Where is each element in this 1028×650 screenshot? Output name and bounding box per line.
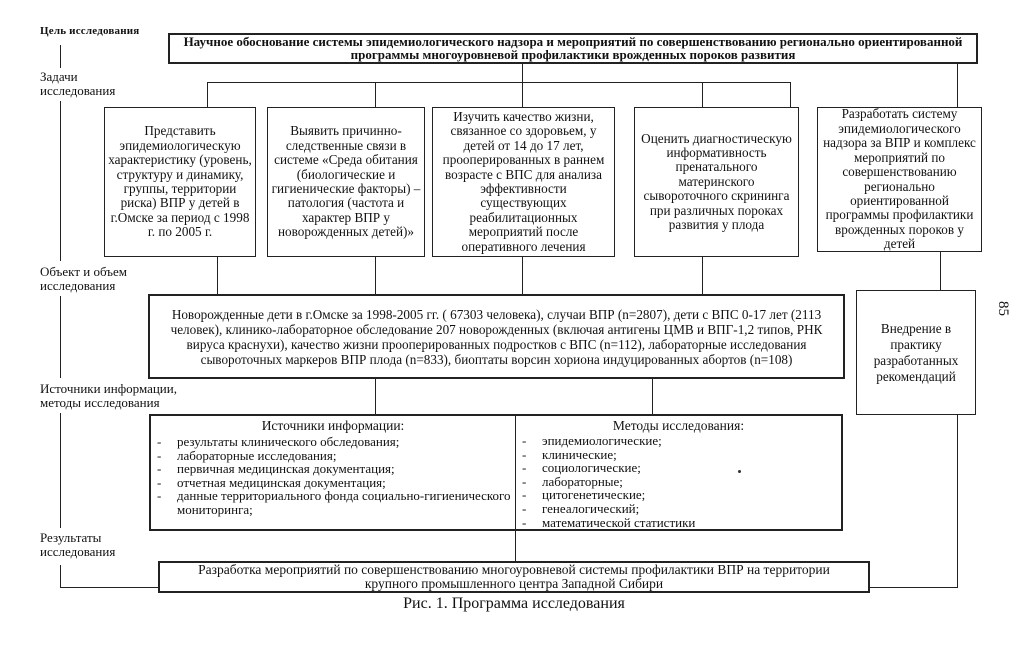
connector-line bbox=[375, 257, 376, 295]
connector-line bbox=[515, 531, 516, 561]
sources-list bbox=[155, 435, 511, 517]
sources-item: - первичная медицинская документация; bbox=[155, 462, 511, 476]
task-text-2: Выявить причинно-следственные связи в системе «Среда обитания (биологические и гигиенические факторы) – патология (частота и характер ВПР у новорожденных детей)» bbox=[271, 123, 421, 240]
methods-item: - лабораторные; bbox=[520, 475, 837, 489]
goal-label: Цель исследования bbox=[40, 25, 140, 37]
connector-line bbox=[940, 252, 941, 290]
methods-item: - эпидемиологические; bbox=[520, 434, 837, 448]
connector-line bbox=[217, 257, 218, 295]
connector-line bbox=[522, 257, 523, 295]
methods-item: - клинические; bbox=[520, 448, 837, 462]
task-box-3 bbox=[432, 107, 615, 257]
connector-line bbox=[375, 82, 376, 107]
methods-list bbox=[520, 434, 837, 529]
task-text-1: Представить эпидемиологическую характеристику (уровень, структуру и динамику, группы, территории риска) ВПР у детей в г.Омске за период с 1998 г. по 2005 г. bbox=[108, 123, 252, 240]
implementation-box bbox=[856, 290, 976, 415]
connector-line bbox=[60, 565, 61, 587]
connector-line bbox=[60, 413, 61, 528]
sources-panel bbox=[151, 416, 516, 529]
object-text: Новорожденные дети в г.Омске за 1998-2005 гг. ( 67303 человека), случаи ВПР (n=2807), дети с ВПС 0-17 лет (2113 человек), клинико-лабораторное обследование 207 новорожденных (включая антигены ЦМВ и ВПГ-1,2 типов, РНК вируса краснухи), качество жизни прооперированных подростков с ВПС (n=112), лабораторные исследования сывороточных маркеров ВПР плода (n=833), биоптаты ворсин хориона индуцированных абортов (n=108) bbox=[170, 306, 823, 367]
connector-line bbox=[652, 378, 653, 415]
connector-line bbox=[957, 415, 958, 587]
connector-line bbox=[870, 587, 958, 588]
task-box-1 bbox=[104, 107, 256, 257]
connector-line bbox=[207, 82, 208, 107]
methods-panel bbox=[516, 416, 841, 529]
methods-title: Методы исследования: bbox=[612, 418, 745, 433]
task-box-5 bbox=[817, 107, 982, 252]
sources-item: - данные территориального фонда социально-гигиенического мониторинга; bbox=[155, 489, 511, 516]
connector-line bbox=[60, 296, 61, 378]
connector-line bbox=[60, 45, 61, 68]
connector-line bbox=[522, 63, 523, 82]
connector-line bbox=[60, 101, 61, 261]
connector-line bbox=[375, 378, 376, 415]
task-text-3: Изучить качество жизни, связанное со здоровьем, у детей от 14 до 17 лет, прооперированных в раннем возрасте с ВПС для анализа эффективности существующих реабилитационных мероприятий после оперативного лечения bbox=[442, 108, 605, 254]
methods-item: - математической статистики bbox=[520, 516, 837, 530]
results-label: Результаты исследования bbox=[40, 530, 116, 559]
connector-line bbox=[60, 587, 158, 588]
task-text-4: Оценить диагностическую информативность пренатального материнского сывороточного скрининга при различных пороках развития у плода bbox=[641, 130, 792, 233]
connector-line bbox=[790, 82, 791, 107]
object-label: Объект и объем исследования bbox=[40, 264, 127, 293]
object-box bbox=[148, 294, 845, 379]
methods-item: - генеалогический; bbox=[520, 502, 837, 516]
connector-line bbox=[957, 63, 958, 107]
methods-item: - социологические; bbox=[520, 461, 837, 475]
connector-line bbox=[522, 82, 523, 107]
methods-item: - цитогенетические; bbox=[520, 488, 837, 502]
page-number: 85 bbox=[995, 301, 1011, 316]
task-box-4 bbox=[634, 107, 799, 257]
connector-line bbox=[702, 257, 703, 295]
implementation-text: Внедрение в практику разработанных рекомендаций bbox=[873, 320, 959, 384]
connector-line bbox=[207, 82, 791, 83]
figure-caption: Рис. 1. Программа исследования bbox=[403, 595, 625, 612]
task-text-5: Разработать систему эпидемиологического надзора за ВПР и комплекс мероприятий по совершенствованию регионально ориентированной программы профилактики врожденных пороков у детей bbox=[823, 106, 976, 252]
sources-item: - отчетная медицинская документация; bbox=[155, 476, 511, 490]
sources-title: Источники информации: bbox=[261, 418, 405, 433]
connector-line bbox=[702, 82, 703, 107]
scan-speck bbox=[738, 470, 741, 473]
result-box bbox=[158, 561, 870, 593]
result-text: Разработка мероприятий по совершенствованию многоуровневой системы профилактики ВПР на территории крупного промышленного центра Западной Сибири bbox=[198, 562, 830, 591]
sources-item: - результаты клинического обследования; bbox=[155, 435, 511, 449]
task-box-2 bbox=[267, 107, 425, 257]
goal-text: Научное обоснование системы эпидемиологического надзора и мероприятий по совершенствованию регионально ориентированной программы многоуровневой профилактики врожденных пороков развития bbox=[183, 34, 963, 62]
sources-item: - лабораторные исследования; bbox=[155, 449, 511, 463]
sources-methods-label: Источники информации, методы исследования bbox=[40, 381, 177, 410]
tasks-label: Задачи исследования bbox=[40, 69, 116, 98]
goal-box bbox=[168, 33, 978, 64]
